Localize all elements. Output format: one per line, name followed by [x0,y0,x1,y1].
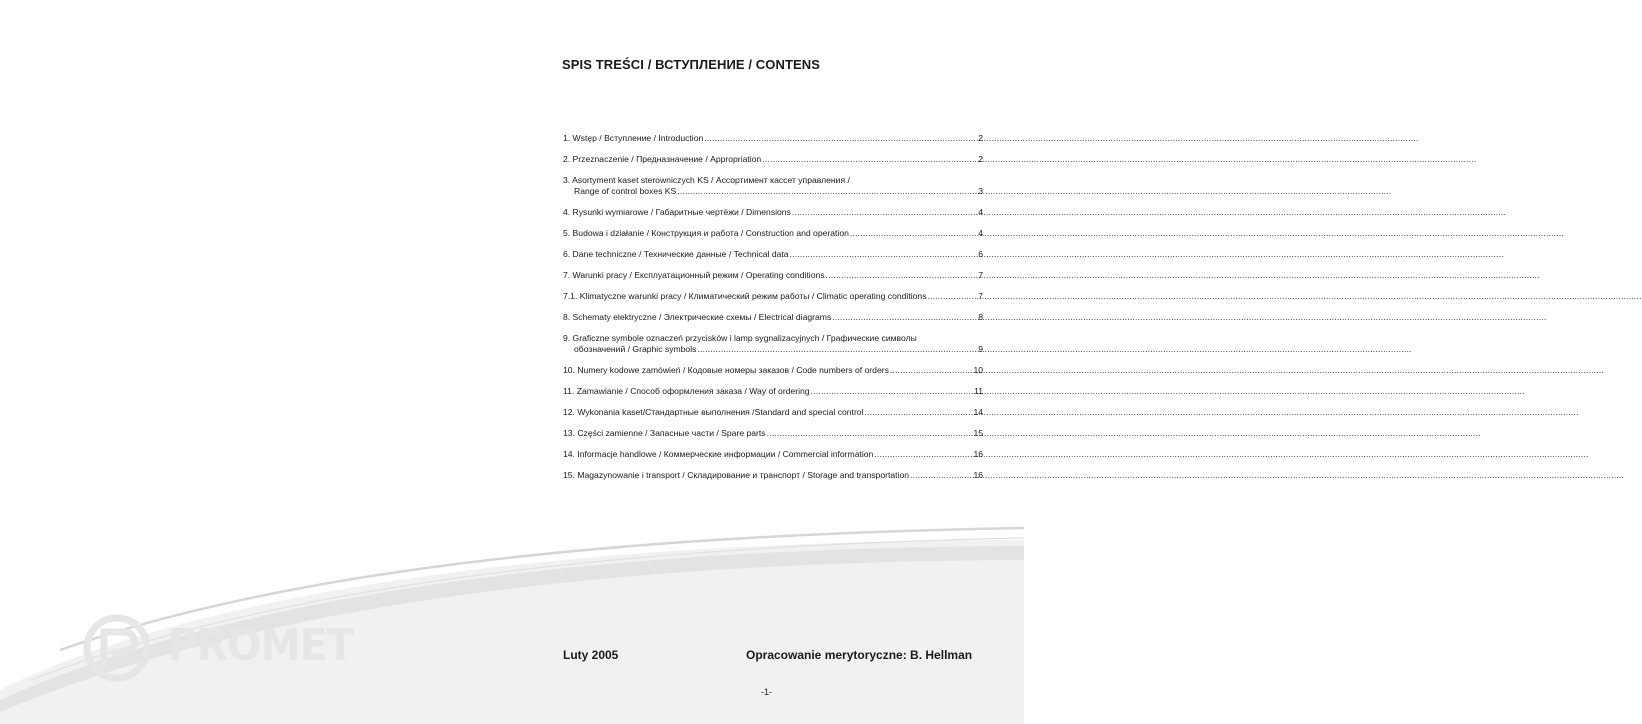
toc-leader-dots [766,428,974,439]
toc-entry-label: обозначений / Graphic symbols [574,344,697,354]
toc-entry[interactable] [563,428,983,439]
toc-entry[interactable] [563,291,983,302]
toc-entry[interactable] [563,449,983,460]
toc-entry-label: 10. Numery kodowe zamówień / Кодовые номеры заказов / Code numbers of orders [563,365,889,375]
toc-leader-dots [864,407,974,418]
toc-leader-dots [791,207,978,218]
toc-entry[interactable] [563,133,983,144]
toc-leader-dots [873,449,973,460]
toc-leader-dots [909,470,973,481]
toc-entry[interactable] [563,470,983,481]
toc-entry[interactable] [563,249,983,260]
toc-entry-label: 4. Rysunki wymiarowe / Габаритные чертёжи / Dimensions [563,207,791,217]
page-title: SPIS TREŚCI / ВСТУПЛЕНИЕ / CONTENS [562,57,821,72]
toc-leader-dots [761,154,978,165]
toc-entry-page: 11 [974,386,983,396]
toc-entry-label: 7. Warunki pracy / Експлуатационный режим / Operating conditions [563,270,825,280]
toc-entry-page: 9 [978,344,983,354]
toc-entry-page: 7 [978,270,983,280]
toc-entry-page: 2 [978,133,983,143]
toc-leader-dots [676,186,978,197]
toc-leader-dots [849,228,978,239]
toc-leader-dots [696,344,978,355]
document-date: Luty 2005 [563,648,619,662]
toc-entry-label: 5. Budowa i działanie / Конструкция и работа / Construction and operation [563,228,849,238]
toc-leader-dots [789,249,979,260]
toc-entry[interactable] [563,154,983,165]
toc-entry-page: 14 [973,407,983,417]
toc-entry-label: 8. Schematy elektryczne / Электрические схемы / Electrical diagrams [563,312,832,322]
toc-entry-page: 15 [973,428,983,438]
toc-entry-page: 16 [973,449,983,459]
toc-entry[interactable] [563,333,983,355]
document-author: Opracowanie merytoryczne: B. Hellman [746,648,973,662]
toc-entry-page: 8 [978,312,983,322]
toc-entry-page: 2 [978,154,983,164]
promet-logo-text: PROMET [168,620,354,671]
toc-entry-page: 6 [978,249,983,259]
toc-entry[interactable] [563,228,983,239]
toc-entry-label: 12. Wykonania kaset/Стандартные выполнения /Standard and special control [563,407,864,417]
page-number: -1- [761,687,772,697]
toc-entry-label: Range of control boxes KS [574,186,677,196]
toc-entry-page: 4 [978,228,983,238]
toc-leader-dots [825,270,979,281]
table-of-contents [563,133,983,491]
toc-entry-page: 10 [973,365,983,375]
toc-entry-page: 3 [978,186,983,196]
toc-entry-label: 14. Informacje handlowe / Коммерческие информации / Commercial information [563,449,874,459]
toc-entry-label: 13. Części zamienne / Запасные части / Spare parts [563,428,766,438]
toc-entry-page: 16 [973,470,983,480]
toc-entry[interactable] [563,175,983,197]
toc-leader-dots [810,386,974,397]
swoosh-shape [0,540,1024,724]
toc-leader-dots [703,133,978,144]
toc-entry[interactable] [563,207,983,218]
toc-entry-first-line: 3. Asortyment kaset sterowniczych KS / Ассортимент кассет управления / [563,175,850,185]
toc-entry-label: 1. Wstęp / Вступление / Introduction [563,133,704,143]
toc-leader-dots [831,312,978,323]
toc-entry[interactable] [563,365,983,376]
toc-leader-dots [889,365,974,376]
toc-entry[interactable] [563,386,983,397]
toc-entry-label: 11. Zamawianie / Способ оформления заказа / Way of ordering [563,386,810,396]
toc-entry-label: 7.1. Klimatyczne warunki pracy / Климатический режим работы / Climatic operating conditions [563,291,927,301]
toc-entry-label: 6. Dane techniczne / Технические данные / Technical data [563,249,789,259]
toc-entry[interactable] [563,270,983,281]
toc-entry-page: 4 [978,207,983,217]
toc-entry-page: 7 [978,291,983,301]
toc-entry-first-line: 9. Graficzne symbole oznaczeń przycisków i lamp sygnalizacyjnych / Графические символы [563,333,917,343]
toc-entry-label: 15. Magazynowanie i transport / Складирование и транспорт / Storage and transportation [563,470,909,480]
toc-entry[interactable] [563,312,983,323]
toc-leader-dots [927,291,979,302]
toc-entry[interactable] [563,407,983,418]
toc-entry-label: 2. Przeznaczenie / Предназначение / Appropriation [563,154,762,164]
